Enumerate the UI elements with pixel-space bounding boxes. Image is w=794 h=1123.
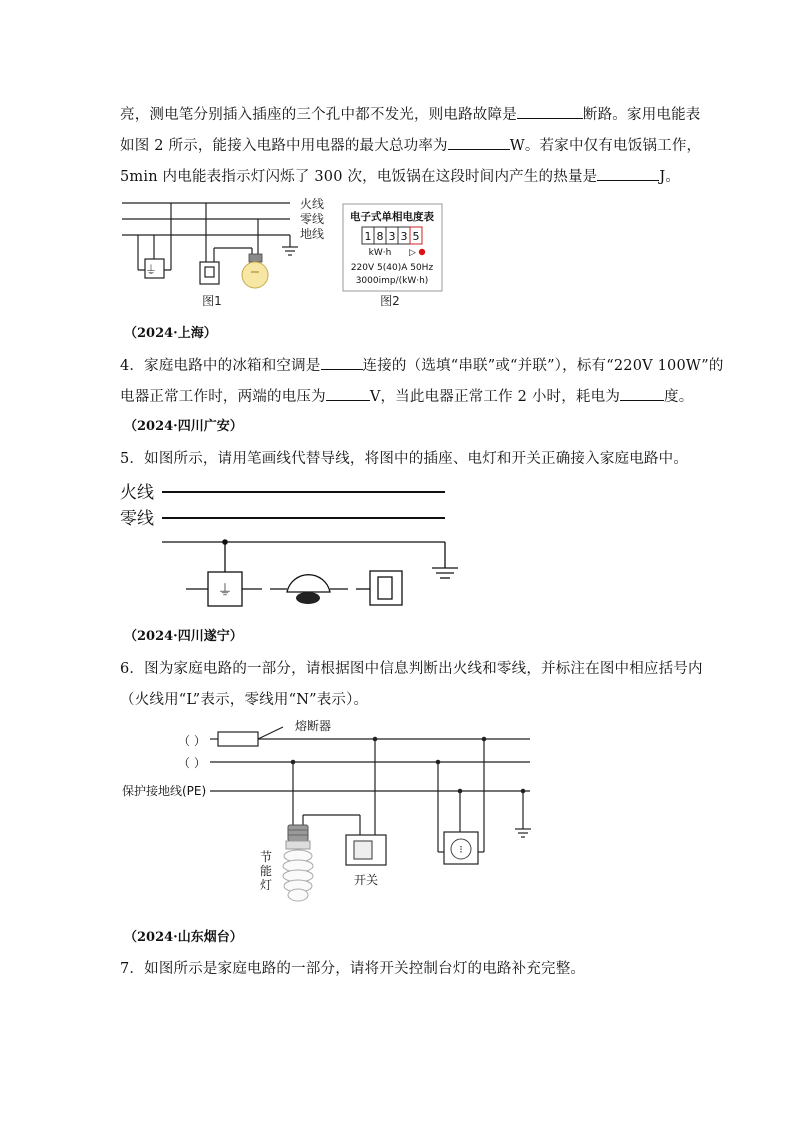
q3-line-3: 5min 内电能表指示灯闪烁了 300 次，电饭锅在这段时间内产生的热量是 J。 [120, 169, 681, 185]
q5-neutral-label: 零线 [120, 509, 154, 529]
meter-rating: 220V 5(40)A 50Hz [350, 263, 434, 273]
q6-switch-label: 开关 [353, 873, 379, 887]
meter-digit: 5 [412, 230, 420, 243]
q6-bracket-1: （ ） [178, 734, 206, 748]
meter-digit: 3 [400, 230, 408, 243]
q4-line-1: 4．家庭电路中的冰箱和空调是 连接的（选填“串联”或“并联”），标有“220V 100W”的 [120, 358, 724, 374]
fig1-live-label: 火线 [300, 197, 325, 211]
q4-source: （2024·上海） [124, 326, 217, 341]
q7-text: 7．如图所示是家庭电路的一部分，请将开关控制台灯的电路补充完整。 [120, 961, 586, 977]
q6-line-2: （火线用“L”表示，零线用“N”表示）。 [120, 692, 369, 708]
energy-saving-lamp-icon [283, 825, 313, 901]
q5-source: （2024·四川广安） [124, 419, 243, 434]
q4-line-2: 电器正常工作时，两端的电压为 V，当此电器正常工作 2 小时，耗电为 度。 [120, 389, 694, 405]
fig1-neutral-label: 零线 [300, 212, 325, 226]
socket-icon: ⁝ [459, 843, 463, 856]
play-indicator-icon: ▷ [409, 248, 416, 258]
meter-title: 电子式单相电度表 [350, 211, 434, 223]
q6-lamp-label: 灯 [259, 878, 273, 892]
meter-digit: 8 [376, 230, 384, 243]
meter-digit: 3 [388, 230, 396, 243]
q6-lamp-label: 节 [259, 850, 273, 864]
fig1-ground-label: 地线 [300, 227, 325, 241]
socket-icon: ⏚ [217, 581, 233, 599]
q3-line-1: 亮，测电笔分别插入插座的三个孔中都不发光，则电路故障是 断路。家用电能表 [120, 107, 701, 123]
q3-line-2: 如图 2 所示，能接入电路中用电器的最大总功率为 W。若家中仅有电饭锅工作， [120, 138, 702, 154]
meter-unit: kW·h [368, 248, 392, 258]
q5-live-label: 火线 [120, 483, 154, 503]
fig2-caption: 图2 [380, 294, 400, 308]
q6-bracket-2: （ ） [178, 756, 206, 770]
q5-text: 5．如图所示，请用笔画线代替导线，将图中的插座、电灯和开关正确接入家庭电路中。 [120, 451, 689, 467]
meter-constant: 3000imp/(kW·h) [355, 276, 429, 286]
q6-fuse-label: 熔断器 [295, 719, 332, 733]
q6-line-1: 6．图为家庭电路的一部分，请根据图中信息判断出火线和零线，并标注在图中相应括号内 [120, 661, 703, 677]
meter-digit: 1 [364, 230, 372, 243]
q6-source: （2024·四川遂宁） [124, 629, 243, 644]
q6-lamp-label: 能 [259, 864, 273, 878]
socket-icon: ⏚ [144, 263, 158, 277]
q6-pe-label: 保护接地线(PE) [122, 784, 207, 798]
q7-source: （2024·山东烟台） [124, 930, 243, 945]
fig1-caption: 图1 [202, 294, 222, 308]
